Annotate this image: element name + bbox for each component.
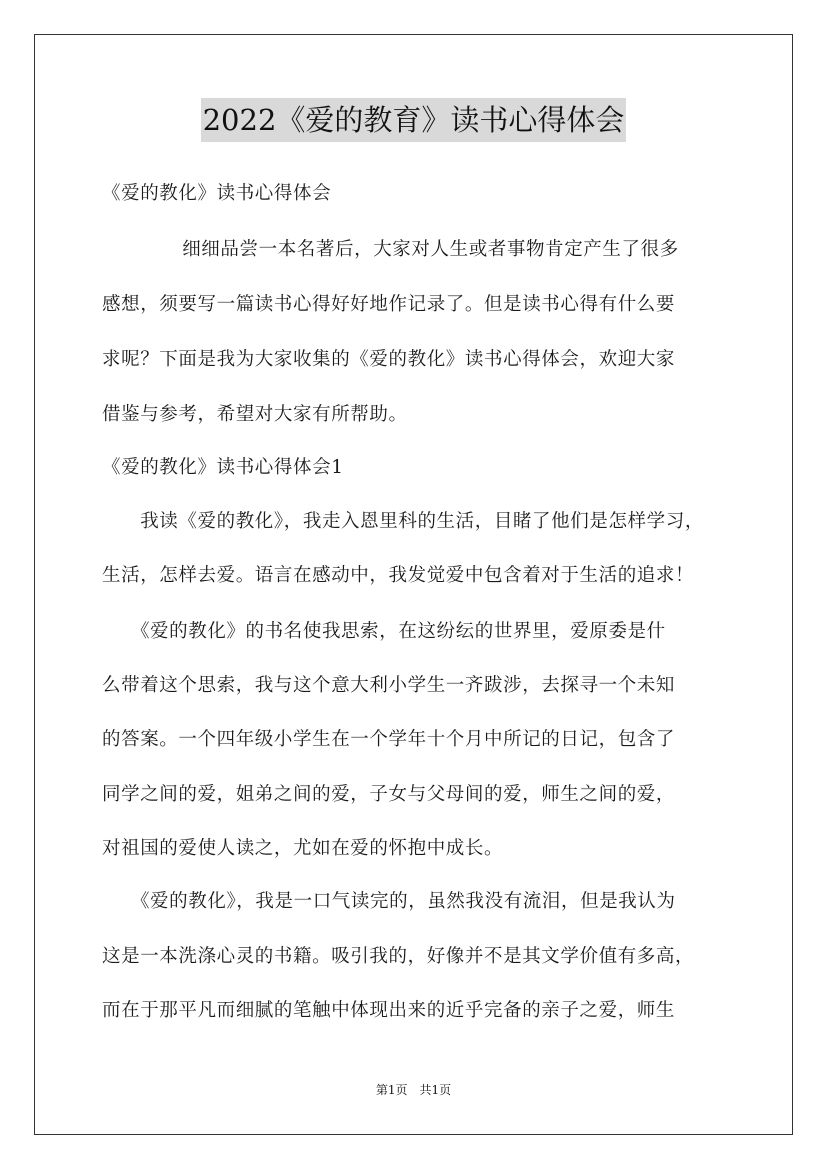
intro-paragraph-line: 感想，须要写一篇读书心得好好地作记录了。但是读书心得有什么要 — [102, 294, 676, 315]
paragraph-line: 《爱的教化》的书名使我思索，在这纷纭的世界里，爱原委是什 — [102, 621, 666, 642]
subtitle-heading: 《爱的教化》读书心得体会 — [102, 183, 332, 204]
paragraph-line: 《爱的教化》，我是一口气读完的，虽然我没有流泪，但是我认为 — [102, 891, 676, 912]
document-title: 2022《爱的教育》读书心得体会 — [201, 98, 627, 142]
paragraph-line: 对祖国的爱使人读之，尤如在爱的怀抱中成长。 — [102, 838, 504, 859]
page-footer: 第1页 共1页 — [375, 1083, 452, 1097]
paragraph-line: 同学之间的爱，姐弟之间的爱，子女与父母间的爱，师生之间的爱， — [102, 784, 676, 805]
paragraph-line: 这是一本洗涤心灵的书籍。吸引我的，好像并不是其文学价值有多高， — [102, 946, 695, 967]
paragraph-line: 生活，怎样去爱。语言在感动中，我发觉爱中包含着对于生活的追求！ — [102, 565, 695, 586]
paragraph-line: 的答案。一个四年级小学生在一个学年十个月中所记的日记，包含了 — [102, 729, 676, 750]
title-container — [0, 98, 827, 142]
section-heading-1: 《爱的教化》读书心得体会1 — [102, 457, 344, 478]
intro-paragraph-line: 求呢？下面是我为大家收集的《爱的教化》读书心得体会，欢迎大家 — [102, 349, 676, 370]
intro-paragraph-line: 借鉴与参考，希望对大家有所帮助。 — [102, 404, 408, 425]
paragraph-line: 而在于那平凡而细腻的笔触中体现出来的近乎完备的亲子之爱，师生 — [102, 1000, 676, 1021]
paragraph-line: 么带着这个思索，我与这个意大利小学生一齐跋涉，去探寻一个未知 — [102, 675, 676, 696]
paragraph-line: 我读《爱的教化》，我走入恩里科的生活，目睹了他们是怎样学习， — [102, 511, 704, 532]
intro-paragraph-line: 细细品尝一本名著后，大家对人生或者事物肯定产生了很多 — [144, 239, 679, 260]
